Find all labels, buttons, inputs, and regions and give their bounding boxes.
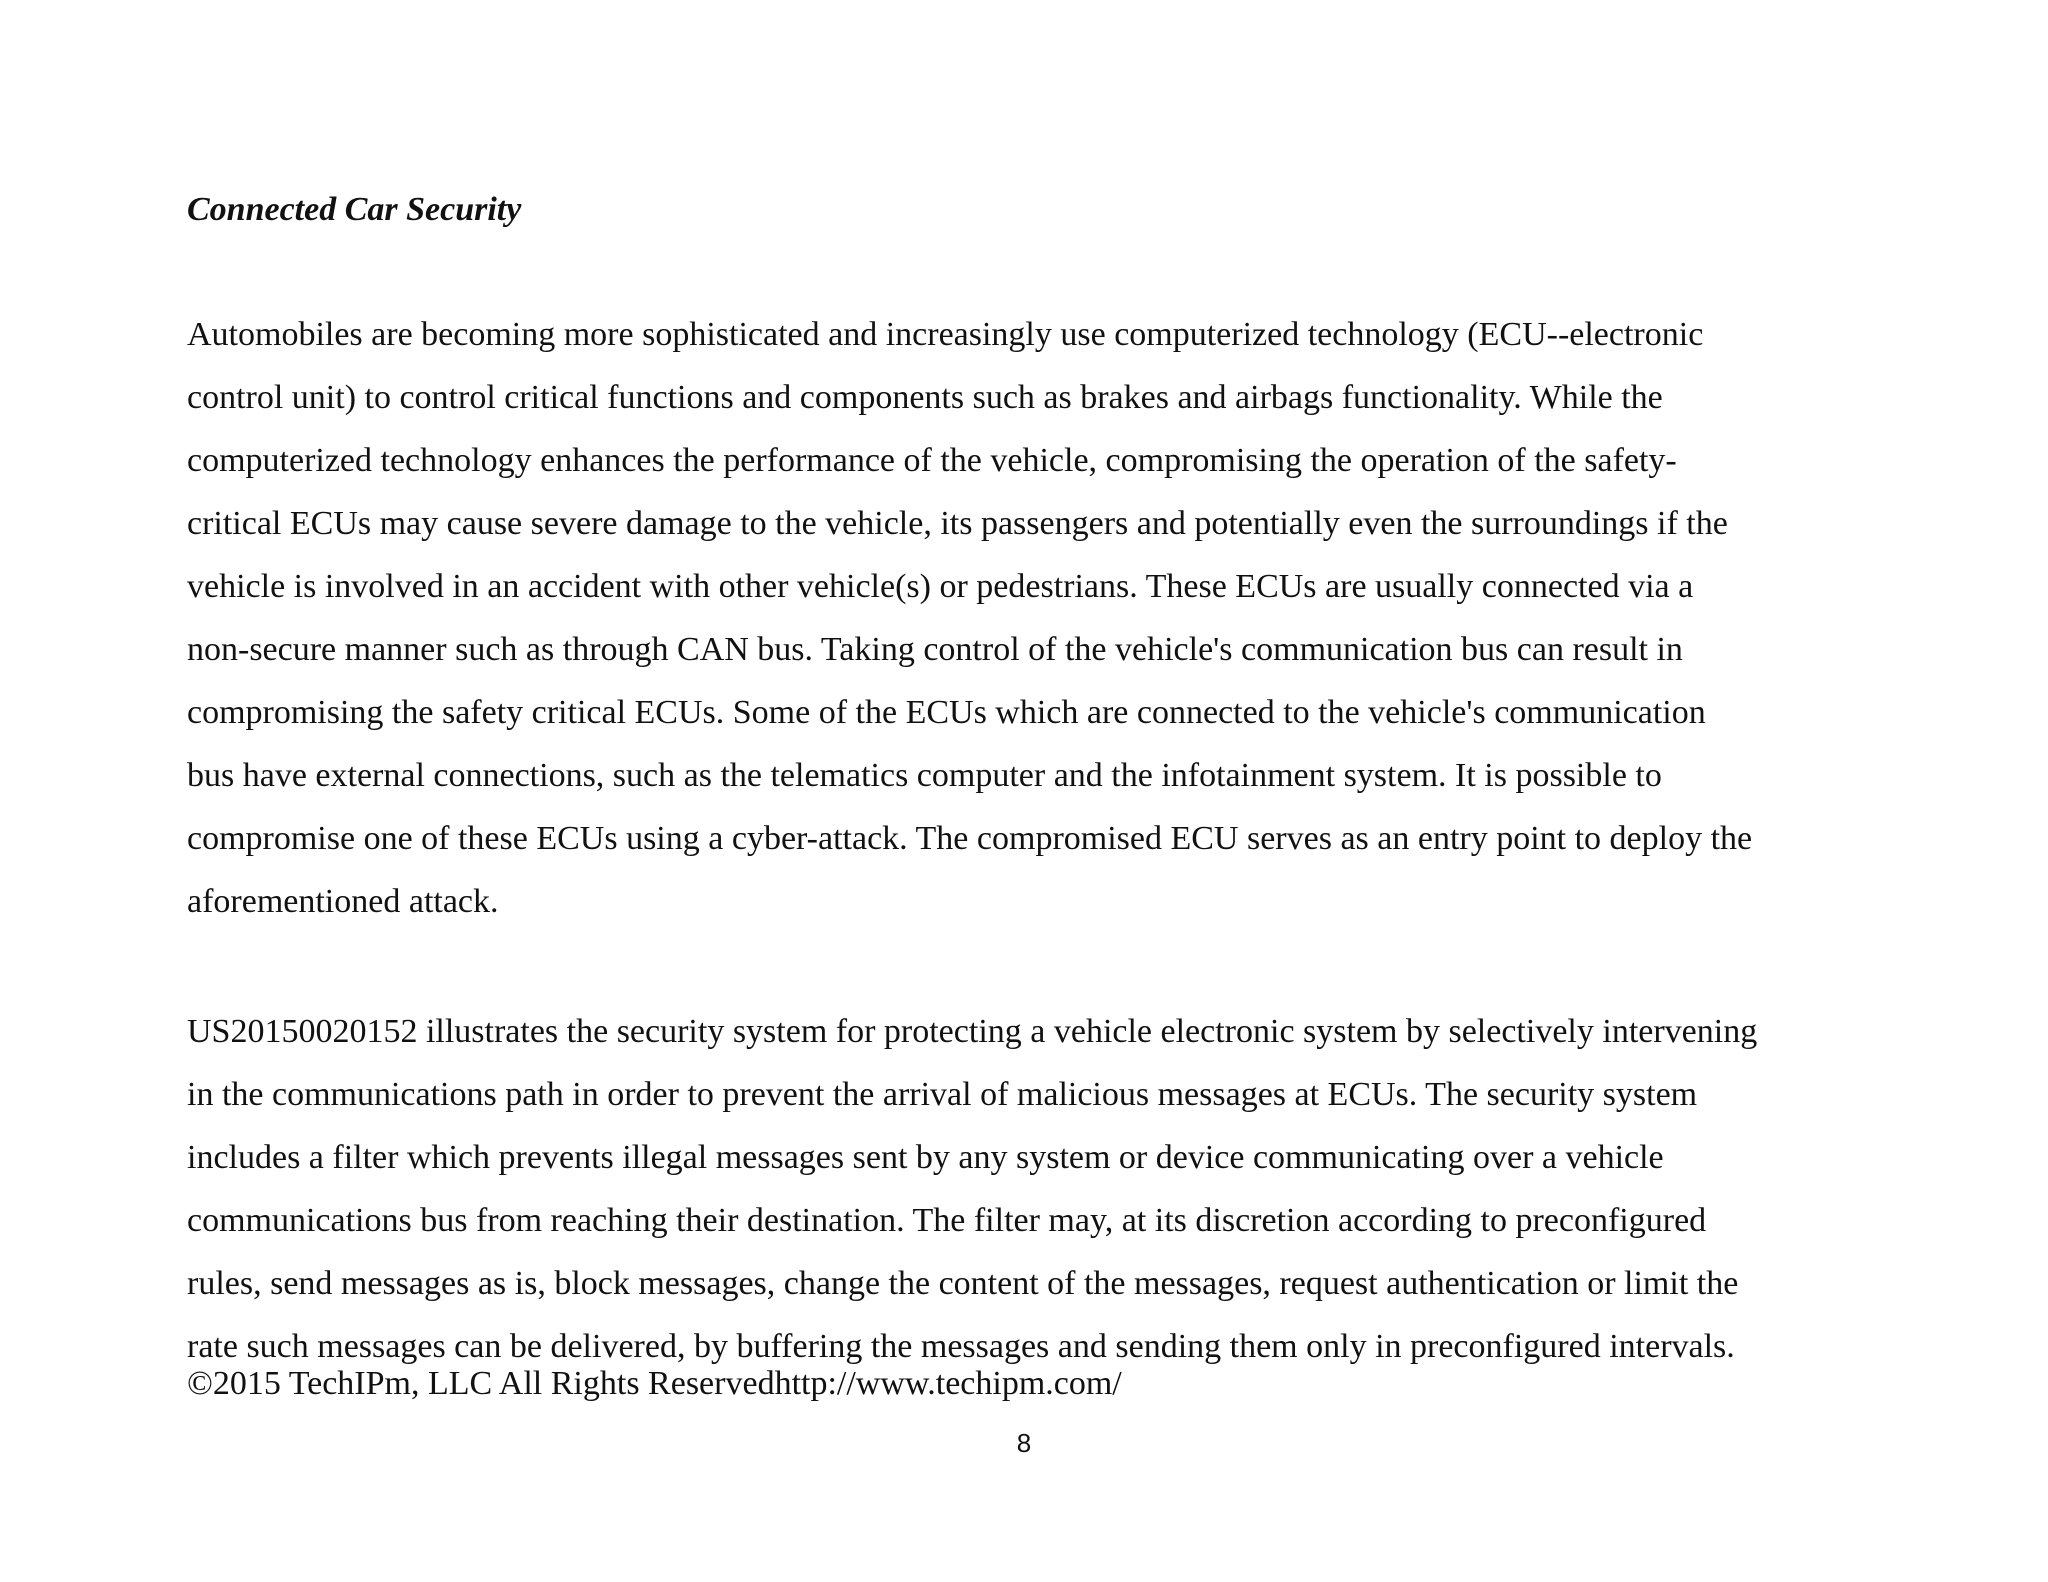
paragraph-line: critical ECUs may cause severe damage to the vehicle, its passengers and potentially even the surroundings if the <box>187 505 1728 542</box>
paragraph-line: aforementioned attack. <box>187 883 499 920</box>
paragraph-line: non-secure manner such as through CAN bus. Taking control of the vehicle's communication bus can result in <box>187 631 1683 668</box>
paragraph-line: includes a filter which prevents illegal messages sent by any system or device communicating over a vehicle <box>187 1139 1664 1176</box>
page-number: 8 <box>1016 1428 1032 1458</box>
paragraph-line: communications bus from reaching their destination. The filter may, at its discretion according to preconfigured <box>187 1202 1707 1239</box>
paragraph-line: US20150020152 illustrates the security system for protecting a vehicle electronic system by selectively intervening <box>187 1013 1758 1050</box>
paragraph-line: in the communications path in order to prevent the arrival of malicious messages at ECUs. The security system <box>187 1076 1698 1113</box>
paragraph-line: bus have external connections, such as the telematics computer and the infotainment system. It is possible to <box>187 757 1662 794</box>
copyright-footer: ©2015 TechIPm, LLC All Rights Reservedhttp://www.techipm.com/ <box>187 1365 1122 1402</box>
paragraph-line: compromising the safety critical ECUs. Some of the ECUs which are connected to the vehicle's communication <box>187 694 1706 731</box>
paragraph-line: control unit) to control critical functions and components such as brakes and airbags functionality. While the <box>187 379 1663 416</box>
paragraph-line: vehicle is involved in an accident with other vehicle(s) or pedestrians. These ECUs are usually connected via a <box>187 568 1694 605</box>
paragraph-patent-description <box>187 1000 1757 1378</box>
paragraph-connected-car-intro <box>187 303 1752 933</box>
paragraph-line: Automobiles are becoming more sophisticated and increasingly use computerized technology (ECU--electronic <box>187 316 1704 353</box>
paragraph-line: rules, send messages as is, block messages, change the content of the messages, request authentication or limit the <box>187 1265 1739 1302</box>
paragraph-line: computerized technology enhances the performance of the vehicle, compromising the operation of the safety- <box>187 442 1677 479</box>
paragraph-line: rate such messages can be delivered, by buffering the messages and sending them only in preconfigured intervals. <box>187 1328 1735 1365</box>
paragraph-line: compromise one of these ECUs using a cyber-attack. The compromised ECU serves as an entry point to deploy the <box>187 820 1753 857</box>
section-heading: Connected Car Security <box>187 191 522 228</box>
